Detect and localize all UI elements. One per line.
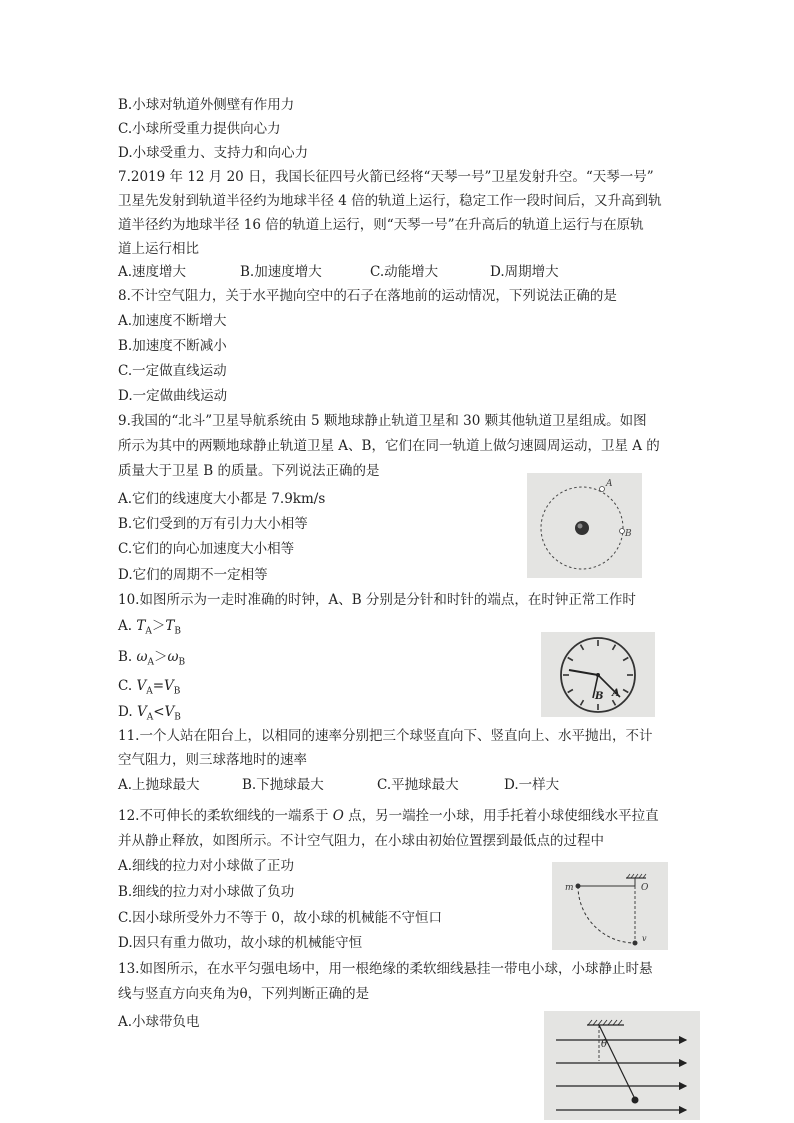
q10-d-symbol-1: V — [136, 704, 147, 720]
q11-options-row — [118, 776, 678, 794]
q10-a-prefix: A. — [118, 618, 137, 634]
q10-c-subscript-1: A — [146, 686, 153, 697]
q9-earth-highlight — [578, 524, 583, 529]
q8-option-c: C.一定做直线运动 — [118, 363, 227, 379]
q12-pendulum-figure — [552, 862, 668, 950]
q11-option-b: B.下抛球最大 — [242, 777, 324, 793]
q12-point-o: O — [332, 808, 344, 824]
q11-stem-line-1: 11.一个人站在阳台上，以相同的速率分别把三个球竖直向下、竖直向上、水平抛出，不计 — [118, 728, 653, 744]
q7-options-row — [118, 263, 678, 281]
q10-a-symbol-2: T — [165, 618, 175, 634]
q10-option-a — [118, 617, 181, 641]
q10-b-symbol-1: ω — [136, 649, 148, 665]
q10-option-d — [118, 703, 181, 727]
q13-option-a: A.小球带负电 — [118, 1014, 200, 1030]
q10-b-subscript-2: B — [178, 657, 186, 668]
q10-c-relation: = — [152, 678, 164, 694]
q11-option-d: D.一样大 — [504, 777, 560, 793]
q12-stem-line-1 — [118, 807, 659, 825]
q8-option-d: D.一定做曲线运动 — [118, 388, 228, 404]
q7-stem-line-3: 道半径约为地球半径 16 倍的轨道上运行，则“天琴一号”在升高后的轨道上运行与在原轨 — [118, 217, 644, 233]
q7-stem-line-1: 7.2019 年 12 月 20 日，我国长征四号火箭已经将“天琴一号”卫星发射升空。“天琴一号” — [118, 169, 654, 185]
q9-stem-line-1: 9.我国的“北斗”卫星导航系统由 5 颗地球静止轨道卫星和 30 颗其他轨道卫星组成。如图 — [118, 413, 647, 429]
q10-label-b: B — [595, 691, 604, 702]
q13-ceiling-hatch — [588, 1020, 622, 1025]
q9-stem-line-2: 所示为其中的两颗地球静止轨道卫星 A、B，它们在同一轨道上做匀速圆周运动，卫星 A 的 — [118, 438, 660, 454]
q10-d-symbol-2: V — [164, 704, 175, 720]
q6-option-c: C.小球所受重力提供向心力 — [118, 121, 281, 137]
q10-d-relation: < — [153, 704, 165, 720]
q13-charged-ball — [632, 1097, 639, 1104]
q10-clock-hand-1 — [569, 670, 598, 675]
q7-option-d: D.周期增大 — [490, 264, 559, 280]
q10-option-c — [118, 677, 180, 701]
q12-label-o: O — [641, 883, 649, 893]
q12-swing-arc — [578, 886, 635, 943]
q12-option-d: D.因只有重力做功，故小球的机械能守恒 — [118, 935, 363, 951]
q10-d-prefix: D. — [118, 704, 137, 720]
q10-label-a: A — [612, 688, 620, 699]
q10-c-symbol-1: V — [136, 678, 147, 694]
q10-a-symbol-1: T — [136, 618, 146, 634]
q8-stem: 8.不计空气阻力，关于水平抛向空中的石子在落地前的运动情况，下列说法正确的是 — [118, 288, 617, 304]
q9-stem-line-3: 质量大于卫星 B 的质量。下列说法正确的是 — [118, 463, 380, 479]
q12-stem-part-1: 12.不可伸长的柔软细线的一端系于 — [118, 808, 333, 824]
q10-clock-center — [596, 673, 600, 677]
q12-ball-bottom — [633, 941, 638, 946]
q9-option-b: B.它们受到的万有引力大小相等 — [118, 516, 308, 532]
q11-option-a: A.上抛球最大 — [118, 777, 200, 793]
q8-option-b: B.加速度不断减小 — [118, 338, 227, 354]
q9-label-b: B — [625, 529, 632, 539]
q7-option-c: C.动能增大 — [370, 264, 439, 280]
q12-stem-part-2: 点，另一端拴一小球，用手托着小球使细线水平拉直 — [343, 808, 659, 824]
q9-option-d: D.它们的周期不一定相等 — [118, 567, 268, 583]
q7-option-b: B.加速度增大 — [240, 264, 322, 280]
q10-c-subscript-2: B — [173, 686, 181, 697]
q13-stem-line-1: 13.如图所示，在水平匀强电场中，用一根绝缘的柔软细线悬挂一带电小球，小球静止时悬 — [118, 961, 653, 977]
q7-option-a: A.速度增大 — [118, 264, 187, 280]
q9-earth — [575, 521, 589, 535]
q9-option-c: C.它们的向心加速度大小相等 — [118, 541, 295, 557]
q9-satellite-orbit-figure — [527, 473, 642, 578]
q7-stem-line-2: 卫星先发射到轨道半径约为地球半径 4 倍的轨道上运行，稳定工作一段时间后，又升高到轨 — [118, 193, 662, 209]
q10-d-subscript-2: B — [174, 712, 181, 723]
q10-b-symbol-2: ω — [167, 649, 179, 665]
q10-d-subscript-1: A — [146, 712, 154, 723]
q13-electric-field-figure — [544, 1011, 700, 1120]
q9-option-a: A.它们的线速度大小都是 7.9km/s — [118, 491, 326, 507]
q12-stem-line-2: 并从静止释放，如图所示。不计空气阻力，在小球由初始位置摆到最低点的过程中 — [118, 833, 604, 849]
q10-clock-figure — [541, 632, 655, 717]
q11-option-c: C.平抛球最大 — [377, 777, 459, 793]
q9-label-a: A — [606, 479, 613, 489]
q10-option-b — [118, 648, 185, 672]
q11-stem-line-2: 空气阻力，则三球落地时的速率 — [118, 752, 307, 768]
q12-option-b: B.细线的拉力对小球做了负功 — [118, 884, 295, 900]
q7-stem-line-4: 道上运行相比 — [118, 241, 199, 257]
q13-stem-line-2: 线与竖直方向夹角为θ，下列判断正确的是 — [118, 986, 370, 1002]
q13-field-lines — [556, 1040, 686, 1110]
q9-satellite-b — [620, 529, 625, 534]
q12-option-c: C.因小球所受外力不等于 0，故小球的机械能不守恒口 — [118, 910, 443, 926]
q13-label-theta: θ — [601, 1039, 608, 1050]
q12-label-m: m — [565, 883, 574, 893]
q10-b-relation: ＞ — [154, 649, 168, 665]
q10-a-subscript-2: B — [174, 626, 181, 637]
q6-option-d: D.小球受重力、支持力和向心力 — [118, 145, 309, 161]
q10-c-prefix: C. — [118, 678, 137, 694]
q10-c-symbol-2: V — [164, 678, 174, 694]
q6-option-b: B.小球对轨道外侧壁有作用力 — [118, 97, 295, 113]
q10-a-subscript-1: A — [145, 626, 152, 637]
q12-label-v: v — [642, 934, 647, 943]
q10-b-subscript-1: A — [147, 657, 155, 668]
q8-option-a: A.加速度不断增大 — [118, 313, 227, 329]
q12-option-a: A.细线的拉力对小球做了正功 — [118, 858, 295, 874]
q10-stem: 10.如图所示为一走时准确的时钟，A、B 分别是分针和时针的端点，在时钟正常工作时 — [118, 592, 636, 608]
q9-satellite-a — [600, 487, 605, 492]
q10-a-relation: ＞ — [151, 618, 166, 634]
q10-b-prefix: B. — [118, 649, 137, 665]
